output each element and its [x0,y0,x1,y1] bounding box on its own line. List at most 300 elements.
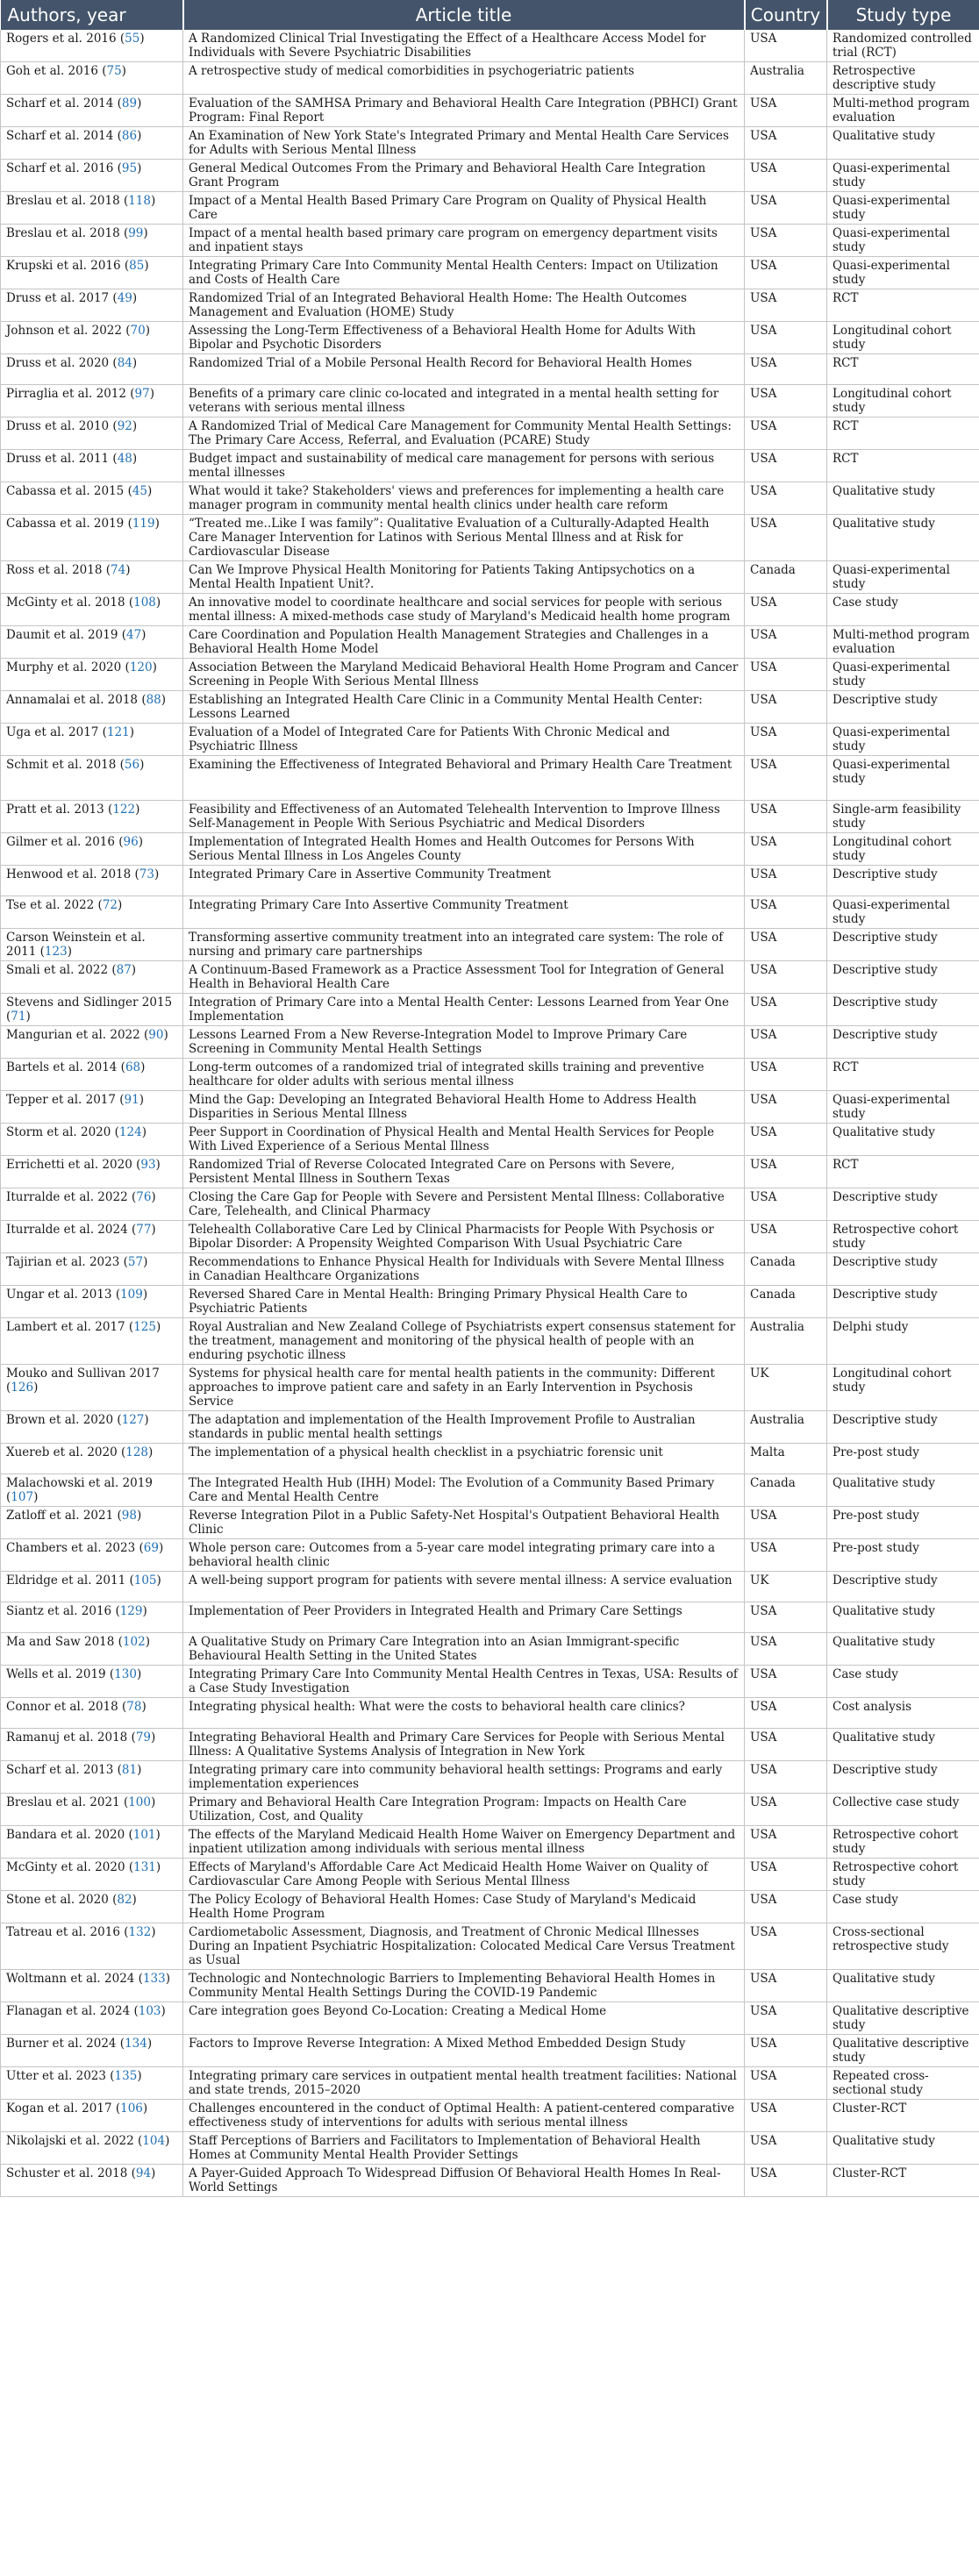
reference-link[interactable]: 48 [117,452,132,466]
author-year-cell: Nikolajski et al. 2022 (104) [1,2132,183,2165]
table-row [1,1444,979,1474]
article-title-cell: Feasibility and Effectiveness of an Automated Telehealth Intervention to Improve Illness Self-Management in People With Serious Psychiatric and Medical Disorders [183,801,745,833]
reference-link[interactable]: 131 [133,1860,156,1874]
study-type-cell: Randomized controlled trial (RCT) [827,30,979,62]
reference-link[interactable]: 78 [126,1700,142,1714]
article-title-cell: The Integrated Health Hub (IHH) Model: The Evolution of a Community Based Primary Care and Mental Health Centre [183,1474,745,1507]
author-year-text: Connor et al. 2018 [6,1700,118,1714]
table-row [1,30,979,62]
study-type-cell: Descriptive study [827,1411,979,1444]
study-type-cell: Retrospective descriptive study [827,62,979,95]
author-year-cell: Flanagan et al. 2024 (103) [1,2002,183,2035]
author-year-text: Rogers et al. 2016 [6,32,117,46]
reference-link[interactable]: 108 [133,596,156,610]
article-title-cell: A Payer-Guided Approach To Widespread Diffusion Of Behavioral Health Homes In Real-World Settings [183,2165,745,2197]
country-cell: USA [745,929,827,961]
country-cell: Canada [745,561,827,594]
table-row [1,2035,979,2067]
table-row [1,2132,979,2165]
author-year-cell: Utter et al. 2023 (135) [1,2067,183,2100]
table-row [1,1507,979,1539]
study-type-cell: Cluster-RCT [827,2165,979,2197]
author-year-text: Breslau et al. 2018 [6,226,120,240]
table-row [1,866,979,896]
reference-link[interactable]: 127 [121,1413,145,1427]
author-year-text: Pirraglia et al. 2012 [6,387,126,401]
table-row [1,724,979,756]
country-cell: USA [745,1698,827,1729]
author-year-cell: Storm et al. 2020 (124) [1,1124,183,1156]
study-type-cell: Descriptive study [827,866,979,896]
article-title-cell: Challenges encountered in the conduct of Optimal Health: A patient-centered comparative effectiveness study of interventions for adults with serious mental illness [183,2100,745,2132]
reference-link[interactable]: 124 [118,1125,142,1139]
study-type-cell: Descriptive study [827,929,979,961]
study-type-cell: Quasi-experimental study [827,257,979,289]
country-cell: USA [745,2165,827,2197]
reference-link[interactable]: 68 [125,1060,141,1074]
author-year-cell: Wells et al. 2019 (130) [1,1666,183,1698]
reference-link[interactable]: 119 [132,517,155,531]
header-study-type: Study type [827,0,979,30]
reference-link[interactable]: 57 [127,1255,144,1269]
country-cell: USA [745,1633,827,1666]
author-year-cell: Breslau et al. 2021 (100) [1,1794,183,1826]
country-cell: USA [745,482,827,515]
study-type-cell: Longitudinal cohort study [827,385,979,417]
article-title-cell: The adaptation and implementation of the Health Improvement Profile to Australian standards in public mental health settings [183,1411,745,1444]
article-title-cell: A well-being support program for patients with severe mental illness: A service evaluation [183,1572,745,1602]
author-year-text: Ungar et al. 2013 [6,1288,112,1302]
country-cell: USA [745,354,827,385]
study-type-cell: RCT [827,450,979,482]
reference-link[interactable]: 55 [125,32,140,46]
article-title-cell: Implementation of Peer Providers in Integrated Health and Primary Care Settings [183,1602,745,1633]
country-cell: USA [745,724,827,756]
author-year-text: Mangurian et al. 2022 [6,1028,140,1042]
article-title-cell: A retrospective study of medical comorbidities in psychogeriatric patients [183,62,745,95]
table-row [1,1286,979,1318]
article-title-cell: Care Coordination and Population Health Management Strategies and Challenges in a Behavioral Health Home Model [183,626,745,659]
article-title-cell: Factors to Improve Reverse Integration: A Mixed Method Embedded Design Study [183,2035,745,2067]
country-cell: USA [745,691,827,724]
reference-link[interactable]: 95 [121,161,138,175]
article-title-cell: Implementation of Integrated Health Homes and Health Outcomes for Persons With Serious Mental Illness in Los Angeles County [183,833,745,866]
author-year-cell: Cabassa et al. 2019 (119) [1,515,183,561]
author-year-text: Stevens and Sidlinger 2015 [6,995,173,1010]
reference-link[interactable]: 130 [114,1667,137,1681]
country-cell: USA [745,322,827,354]
country-cell: USA [745,225,827,257]
table-row [1,833,979,866]
study-type-cell: Retrospective cohort study [827,1221,979,1253]
reference-link[interactable]: 73 [139,867,154,881]
author-year-cell: Krupski et al. 2016 (85) [1,257,183,289]
reference-link[interactable]: 89 [121,96,138,111]
reference-link[interactable]: 120 [129,660,153,674]
table-row [1,1253,979,1286]
article-title-cell: Budget impact and sustainability of medical care management for persons with serious mental illnesses [183,450,745,482]
author-year-text: McGinty et al. 2018 [6,596,125,610]
article-title-cell: General Medical Outcomes From the Primary and Behavioral Health Care Integration Grant Program [183,160,745,192]
reference-link[interactable]: 135 [114,2069,138,2083]
author-year-text: Druss et al. 2011 [6,452,110,466]
author-year-text: Druss et al. 2017 [6,291,110,305]
study-type-cell: RCT [827,1156,979,1188]
author-year-text: Pratt et al. 2013 [6,803,104,817]
author-year-text: Scharf et al. 2014 [6,129,114,143]
reference-link[interactable]: 47 [125,628,142,642]
reference-link[interactable]: 106 [120,2101,143,2116]
reference-link[interactable]: 88 [146,693,161,707]
reference-link[interactable]: 76 [136,1190,152,1204]
table-row [1,95,979,127]
article-title-cell: Technologic and Nontechnologic Barriers to Implementing Behavioral Health Homes in Community Mental Health Settings During the COVID-19 Pandemic [183,1970,745,2002]
author-year-text: Ma and Saw 2018 [6,1635,115,1649]
country-cell: Canada [745,1253,827,1286]
author-year-cell: Ma and Saw 2018 (102) [1,1633,183,1666]
reference-link[interactable]: 105 [133,1573,157,1588]
author-year-text: Xuereb et al. 2020 [6,1445,118,1459]
header-article-title: Article title [183,0,745,30]
reference-link[interactable]: 86 [121,129,138,143]
author-year-text: Murphy et al. 2020 [6,660,122,674]
study-type-cell: Single-arm feasibility study [827,801,979,833]
country-cell: Canada [745,1286,827,1318]
author-year-cell: Uga et al. 2017 (121) [1,724,183,756]
article-title-cell: Lessons Learned From a New Reverse-Integration Model to Improve Primary Care Screening in Community Mental Health Settings [183,1026,745,1059]
study-type-cell: Case study [827,594,979,626]
study-type-cell: Longitudinal cohort study [827,833,979,866]
reference-link[interactable]: 118 [128,194,151,208]
reference-link[interactable]: 79 [135,1730,151,1745]
author-year-cell: Eldridge et al. 2011 (105) [1,1572,183,1602]
study-type-cell: Qualitative study [827,515,979,561]
reference-link[interactable]: 91 [124,1093,139,1107]
reference-link[interactable]: 94 [135,2166,152,2180]
country-cell: USA [745,1761,827,1794]
reference-link[interactable]: 85 [129,259,145,273]
author-year-cell: McGinty et al. 2020 (131) [1,1859,183,1891]
country-cell: USA [745,1794,827,1826]
reference-link[interactable]: 103 [138,2004,161,2018]
author-year-cell: Tse et al. 2022 (72) [1,896,183,929]
country-cell: USA [745,994,827,1026]
country-cell: USA [745,1602,827,1633]
author-year-text: Eldridge et al. 2011 [6,1573,126,1588]
reference-link[interactable]: 121 [106,725,130,739]
country-cell: USA [745,1666,827,1698]
reference-link[interactable]: 56 [124,758,140,772]
table-row [1,1411,979,1444]
table-row [1,896,979,929]
reference-link[interactable]: 81 [121,1763,138,1777]
study-type-cell: Qualitative study [827,1474,979,1507]
author-year-cell: Carson Weinstein et al. 2011 (123) [1,929,183,961]
country-cell: USA [745,2132,827,2165]
study-type-cell: Case study [827,1666,979,1698]
author-year-cell: Pirraglia et al. 2012 (97) [1,385,183,417]
study-type-cell: Qualitative descriptive study [827,2002,979,2035]
country-cell: USA [745,756,827,801]
reference-link[interactable]: 134 [125,2037,147,2051]
author-year-cell: Daumit et al. 2019 (47) [1,626,183,659]
study-type-cell: Qualitative study [827,1729,979,1761]
author-year-text: Krupski et al. 2016 [6,259,121,273]
author-year-text: Uga et al. 2017 [6,725,99,739]
reference-link[interactable]: 49 [117,291,132,305]
country-cell: USA [745,1923,827,1970]
author-year-cell: Druss et al. 2011 (48) [1,450,183,482]
study-type-cell: RCT [827,1059,979,1091]
country-cell: USA [745,1091,827,1124]
author-year-cell: Zatloff et al. 2021 (98) [1,1507,183,1539]
country-cell: USA [745,95,827,127]
article-title-cell: Cardiometabolic Assessment, Diagnosis, and Treatment of Chronic Medical Illnesses During an Inpatient Psychiatric Hospitalization: Colocated Medical Care Versus Treatment as Usual [183,1923,745,1970]
reference-link[interactable]: 82 [117,1893,132,1907]
reference-link[interactable]: 100 [128,1795,151,1809]
reference-link[interactable]: 72 [102,898,118,912]
country-cell: USA [745,1059,827,1091]
reference-link[interactable]: 129 [119,1604,143,1618]
table-row [1,1572,979,1602]
country-cell: Australia [745,1411,827,1444]
reference-link[interactable]: 128 [125,1445,149,1459]
article-title-cell: Staff Perceptions of Barriers and Facilitators to Implementation of Behavioral Health Homes at Community Mental Health Provider Settings [183,2132,745,2165]
country-cell: USA [745,1970,827,2002]
article-title-cell: Reversed Shared Care in Mental Health: Bringing Primary Physical Health Care to Psychiatric Patients [183,1286,745,1318]
article-title-cell: An Examination of New York State's Integrated Primary and Mental Health Care Services for Adults with Serious Mental Illness [183,127,745,160]
author-year-text: Breslau et al. 2018 [6,194,120,208]
article-title-cell: Randomized Trial of an Integrated Behavioral Health Home: The Health Outcomes Management and Evaluation (HOME) Study [183,289,745,322]
author-year-text: Kogan et al. 2017 [6,2101,112,2116]
country-cell: USA [745,1859,827,1891]
reference-link[interactable]: 92 [117,419,132,433]
country-cell: USA [745,626,827,659]
author-year-text: Stone et al. 2020 [6,1893,109,1907]
author-year-cell: Druss et al. 2010 (92) [1,417,183,450]
author-year-text: Goh et al. 2016 [6,64,98,78]
study-type-cell: Multi-method program evaluation [827,95,979,127]
article-title-cell: “Treated me..Like I was family”: Qualitative Evaluation of a Culturally-Adapted Health Care Manager Intervention for Latinos with Serious Mental Illness and at Risk for Cardiovascular Disease [183,515,745,561]
author-year-cell: Breslau et al. 2018 (118) [1,192,183,225]
author-year-cell: McGinty et al. 2018 (108) [1,594,183,626]
author-year-cell: Lambert et al. 2017 (125) [1,1318,183,1365]
author-year-text: Bandara et al. 2020 [6,1828,125,1842]
study-type-cell: Descriptive study [827,1026,979,1059]
table-row [1,354,979,385]
author-year-cell: Woltmann et al. 2024 (133) [1,1970,183,2002]
study-type-cell: Descriptive study [827,1286,979,1318]
table-row [1,801,979,833]
study-type-cell: Cross-sectional retrospective study [827,1923,979,1970]
study-type-cell: Descriptive study [827,1188,979,1221]
author-year-cell: Malachowski et al. 2019 (107) [1,1474,183,1507]
reference-link[interactable]: 75 [106,64,122,78]
country-cell: USA [745,127,827,160]
table-row [1,1365,979,1411]
study-type-cell: Qualitative study [827,1970,979,2002]
study-type-cell: Qualitative study [827,1602,979,1633]
article-title-cell: Reverse Integration Pilot in a Public Safety-Net Hospital's Outpatient Behavioral Health Clinic [183,1507,745,1539]
table-row [1,756,979,801]
author-year-cell: Annamalai et al. 2018 (88) [1,691,183,724]
reference-link[interactable]: 90 [148,1028,164,1042]
author-year-text: Tajirian et al. 2023 [6,1255,120,1269]
table-row [1,1633,979,1666]
reference-link[interactable]: 125 [133,1320,156,1334]
author-year-cell: Scharf et al. 2014 (89) [1,95,183,127]
study-type-cell: Qualitative study [827,127,979,160]
article-title-cell: Integrating Behavioral Health and Primary Care Services for People with Serious Mental Illness: A Qualitative Systems Analysis of Integration in New York [183,1729,745,1761]
author-year-text: Burner et al. 2024 [6,2037,117,2051]
article-title-cell: Integrating primary care into community behavioral health settings: Programs and early implementation experiences [183,1761,745,1794]
reference-link[interactable]: 70 [130,324,146,338]
reference-link[interactable]: 45 [132,484,148,498]
table-row [1,2002,979,2035]
author-year-text: Iturralde et al. 2024 [6,1223,128,1237]
table-row [1,961,979,994]
reference-link[interactable]: 122 [112,803,136,817]
reference-link[interactable]: 69 [143,1541,159,1555]
author-year-cell: Mouko and Sullivan 2017 (126) [1,1365,183,1411]
author-year-cell: Scharf et al. 2013 (81) [1,1761,183,1794]
country-cell: Australia [745,62,827,95]
author-year-cell: Mangurian et al. 2022 (90) [1,1026,183,1059]
article-title-cell: Integrating Primary Care Into Community Mental Health Centers: Impact on Utilization and Costs of Health Care [183,257,745,289]
table-row [1,1539,979,1572]
table-row [1,515,979,561]
article-title-cell: Establishing an Integrated Health Care Clinic in a Community Mental Health Center: Lessons Learned [183,691,745,724]
reference-link[interactable]: 102 [122,1635,146,1649]
table-row [1,192,979,225]
study-type-cell: Repeated cross-sectional study [827,2067,979,2100]
study-type-cell: Quasi-experimental study [827,225,979,257]
header-authors-year: Authors, year [1,0,183,30]
reference-link[interactable]: 98 [121,1509,137,1523]
author-year-cell: Rogers et al. 2016 (55) [1,30,183,62]
author-year-text: Mouko and Sullivan 2017 [6,1366,160,1381]
reference-link[interactable]: 87 [116,963,132,977]
article-title-cell: A Randomized Trial of Medical Care Management for Community Mental Health Settings: The Primary Care Access, Referral, and Evaluation (PCARE) Study [183,417,745,450]
reference-link[interactable]: 71 [11,1010,26,1024]
study-type-cell: Quasi-experimental study [827,160,979,192]
reference-link[interactable]: 109 [120,1288,143,1302]
country-cell: USA [745,961,827,994]
author-year-text: Zatloff et al. 2021 [6,1509,114,1523]
table-header [1,0,979,30]
country-cell: USA [745,1539,827,1572]
reference-link[interactable]: 101 [132,1828,156,1842]
study-type-cell: Qualitative study [827,2132,979,2165]
reference-link[interactable]: 107 [11,1490,34,1504]
author-year-text: Scharf et al. 2016 [6,161,114,175]
reference-link[interactable]: 96 [123,835,139,849]
article-title-cell: Closing the Care Gap for People with Severe and Persistent Mental Illness: Collaborative Care, Telehealth, and Clinical Pharmacy [183,1188,745,1221]
study-type-cell: Longitudinal cohort study [827,1365,979,1411]
table-row [1,626,979,659]
author-year-cell: Stone et al. 2020 (82) [1,1891,183,1923]
author-year-cell: Bandara et al. 2020 (101) [1,1826,183,1859]
author-year-text: Ramanuj et al. 2018 [6,1730,128,1745]
table-row [1,1124,979,1156]
reference-link[interactable]: 93 [140,1158,156,1172]
table-row [1,450,979,482]
author-year-text: Cabassa et al. 2019 [6,517,125,531]
author-year-cell: Connor et al. 2018 (78) [1,1698,183,1729]
author-year-cell: Breslau et al. 2018 (99) [1,225,183,257]
author-year-text: Chambers et al. 2023 [6,1541,136,1555]
article-title-cell: Assessing the Long-Term Effectiveness of a Behavioral Health Home for Adults With Bipolar and Psychotic Disorders [183,322,745,354]
table-row [1,561,979,594]
header-row [1,0,979,30]
author-year-text: Schuster et al. 2018 [6,2166,128,2180]
country-cell: USA [745,450,827,482]
author-year-cell: Johnson et al. 2022 (70) [1,322,183,354]
table-row [1,62,979,95]
article-title-cell: Impact of a Mental Health Based Primary Care Program on Quality of Physical Health Care [183,192,745,225]
reference-link[interactable]: 132 [128,1925,152,1939]
author-year-text: Malachowski et al. 2019 [6,1476,153,1490]
article-title-cell: Effects of Maryland's Affordable Care Act Medicaid Health Home Waiver on Quality of Cardiovascular Care Among People with Serious Mental Illness [183,1859,745,1891]
article-title-cell: Royal Australian and New Zealand College of Psychiatrists expert consensus statement for the treatment, management and monitoring of the physical health of people with an enduring psychotic illness [183,1318,745,1365]
study-type-cell: Retrospective cohort study [827,1859,979,1891]
reference-link[interactable]: 104 [142,2134,166,2148]
article-title-cell: A Continuum-Based Framework as a Practice Assessment Tool for Integration of General Health in Behavioral Health Care [183,961,745,994]
author-year-cell: Siantz et al. 2016 (129) [1,1602,183,1633]
country-cell: USA [745,833,827,866]
study-type-cell: Pre-post study [827,1539,979,1572]
reference-link[interactable]: 97 [134,387,150,401]
study-type-cell: RCT [827,354,979,385]
reference-link[interactable]: 77 [136,1223,152,1237]
author-year-text: Tatreau et al. 2016 [6,1925,120,1939]
country-cell: USA [745,1124,827,1156]
study-type-cell: Qualitative study [827,1633,979,1666]
reference-link[interactable]: 123 [44,945,68,959]
table-row [1,322,979,354]
table-row [1,1666,979,1698]
country-cell: USA [745,2035,827,2067]
article-title-cell: Evaluation of a Model of Integrated Care for Patients With Chronic Medical and Psychiatric Illness [183,724,745,756]
author-year-cell: Cabassa et al. 2015 (45) [1,482,183,515]
reference-link[interactable]: 133 [142,1972,166,1986]
reference-link[interactable]: 84 [117,356,132,370]
country-cell: USA [745,192,827,225]
country-cell: USA [745,417,827,450]
study-type-cell: Quasi-experimental study [827,896,979,929]
reference-link[interactable]: 126 [11,1381,34,1395]
author-year-cell: Bartels et al. 2014 (68) [1,1059,183,1091]
article-title-cell: Transforming assertive community treatment into an integrated care system: The role of nursing and primary care partnerships [183,929,745,961]
study-type-cell: Descriptive study [827,961,979,994]
table-row [1,1794,979,1826]
article-title-cell: What would it take? Stakeholders' views and preferences for implementing a health care manager program in community mental health clinics under health care reform [183,482,745,515]
author-year-cell: Schmit et al. 2018 (56) [1,756,183,801]
article-title-cell: Long-term outcomes of a randomized trial of integrated skills training and preventive healthcare for older adults with serious mental illness [183,1059,745,1091]
country-cell: USA [745,1891,827,1923]
study-type-cell: RCT [827,417,979,450]
reference-link[interactable]: 99 [128,226,144,240]
study-type-cell: Collective case study [827,1794,979,1826]
article-title-cell: Randomized Trial of Reverse Colocated Integrated Care on Persons with Severe, Persistent Mental Illness in Southern Texas [183,1156,745,1188]
country-cell: USA [745,2067,827,2100]
reference-link[interactable]: 74 [111,563,126,577]
author-year-cell: Iturralde et al. 2024 (77) [1,1221,183,1253]
author-year-text: Cabassa et al. 2015 [6,484,125,498]
table-row [1,2165,979,2197]
article-title-cell: Integrated Primary Care in Assertive Community Treatment [183,866,745,896]
author-year-text: Woltmann et al. 2024 [6,1972,135,1986]
